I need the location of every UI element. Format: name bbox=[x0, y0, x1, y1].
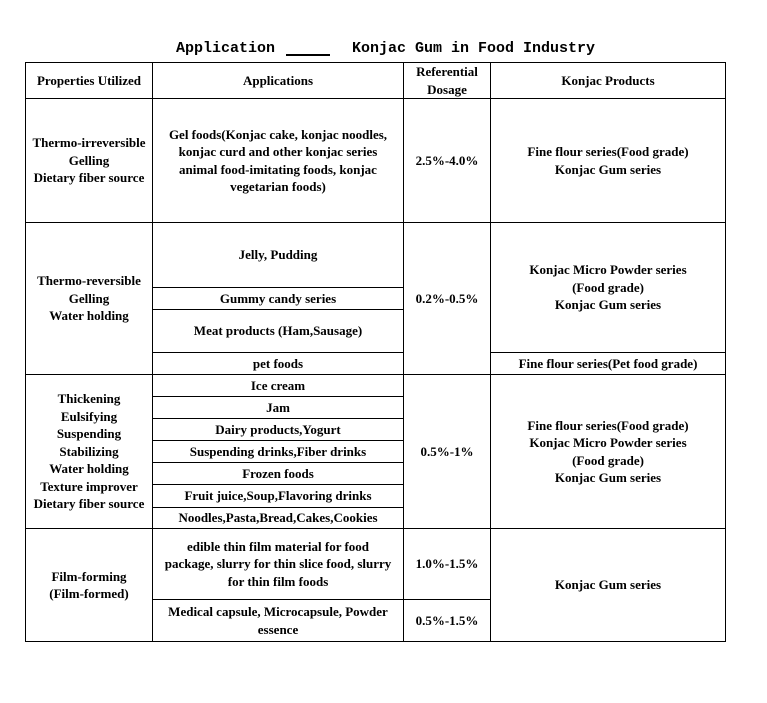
properties-cell: Thermo-reversible Gelling Water holding bbox=[26, 223, 153, 375]
products-cell: Konjac Micro Powder series (Food grade) Konjac Gum series bbox=[491, 223, 726, 353]
document-title bbox=[0, 38, 767, 60]
products-cell: Fine flour series(Food grade) Konjac Gum series bbox=[491, 99, 726, 223]
application-cell: pet foods bbox=[153, 353, 404, 375]
properties-cell: Film-forming (Film-formed) bbox=[26, 529, 153, 642]
application-cell: Meat products (Ham,Sausage) bbox=[153, 310, 404, 353]
products-cell: Konjac Gum series bbox=[491, 529, 726, 642]
table-row bbox=[26, 375, 726, 397]
properties-cell: Thermo-irreversible Gelling Dietary fiber source bbox=[26, 99, 153, 223]
application-cell: Ice cream bbox=[153, 375, 404, 397]
products-cell: Fine flour series(Pet food grade) bbox=[491, 353, 726, 375]
header-applications: Applications bbox=[153, 63, 404, 99]
dosage-cell: 0.5%-1.5% bbox=[404, 600, 491, 642]
application-cell: Fruit juice,Soup,Flavoring drinks bbox=[153, 485, 404, 508]
products-cell: Fine flour series(Food grade) Konjac Micro Powder series (Food grade) Konjac Gum series bbox=[491, 375, 726, 529]
application-cell: Frozen foods bbox=[153, 463, 404, 485]
header-properties: Properties Utilized bbox=[26, 63, 153, 99]
dosage-cell: 0.5%-1% bbox=[404, 375, 491, 529]
applications-table bbox=[25, 62, 726, 642]
title-subject: Konjac Gum in Food Industry bbox=[352, 40, 596, 57]
title-application: Application bbox=[176, 40, 276, 57]
dosage-cell: 1.0%-1.5% bbox=[404, 529, 491, 600]
header-dosage: Referential Dosage bbox=[404, 63, 491, 99]
table-row bbox=[26, 99, 726, 223]
application-cell: Suspending drinks,Fiber drinks bbox=[153, 441, 404, 463]
dosage-cell: 0.2%-0.5% bbox=[404, 223, 491, 375]
application-cell: Gummy candy series bbox=[153, 288, 404, 310]
application-cell: Gel foods(Konjac cake, konjac noodles, konjac curd and other konjac series animal food-imitating foods, konjac vegetarian foods) bbox=[153, 99, 404, 223]
application-cell: Medical capsule, Microcapsule, Powder essence bbox=[153, 600, 404, 642]
application-cell: Noodles,Pasta,Bread,Cakes,Cookies bbox=[153, 508, 404, 529]
application-cell: Jam bbox=[153, 397, 404, 419]
title-blank-line bbox=[286, 40, 330, 56]
table-row bbox=[26, 529, 726, 600]
header-products: Konjac Products bbox=[491, 63, 726, 99]
table-row bbox=[26, 223, 726, 288]
application-cell: Jelly, Pudding bbox=[153, 223, 404, 288]
application-cell: edible thin film material for food package, slurry for thin slice food, slurry for thin film foods bbox=[153, 529, 404, 600]
dosage-cell: 2.5%-4.0% bbox=[404, 99, 491, 223]
properties-cell: Thickening Eulsifying Suspending Stabilizing Water holding Texture improver Dietary fiber source bbox=[26, 375, 153, 529]
application-cell: Dairy products,Yogurt bbox=[153, 419, 404, 441]
